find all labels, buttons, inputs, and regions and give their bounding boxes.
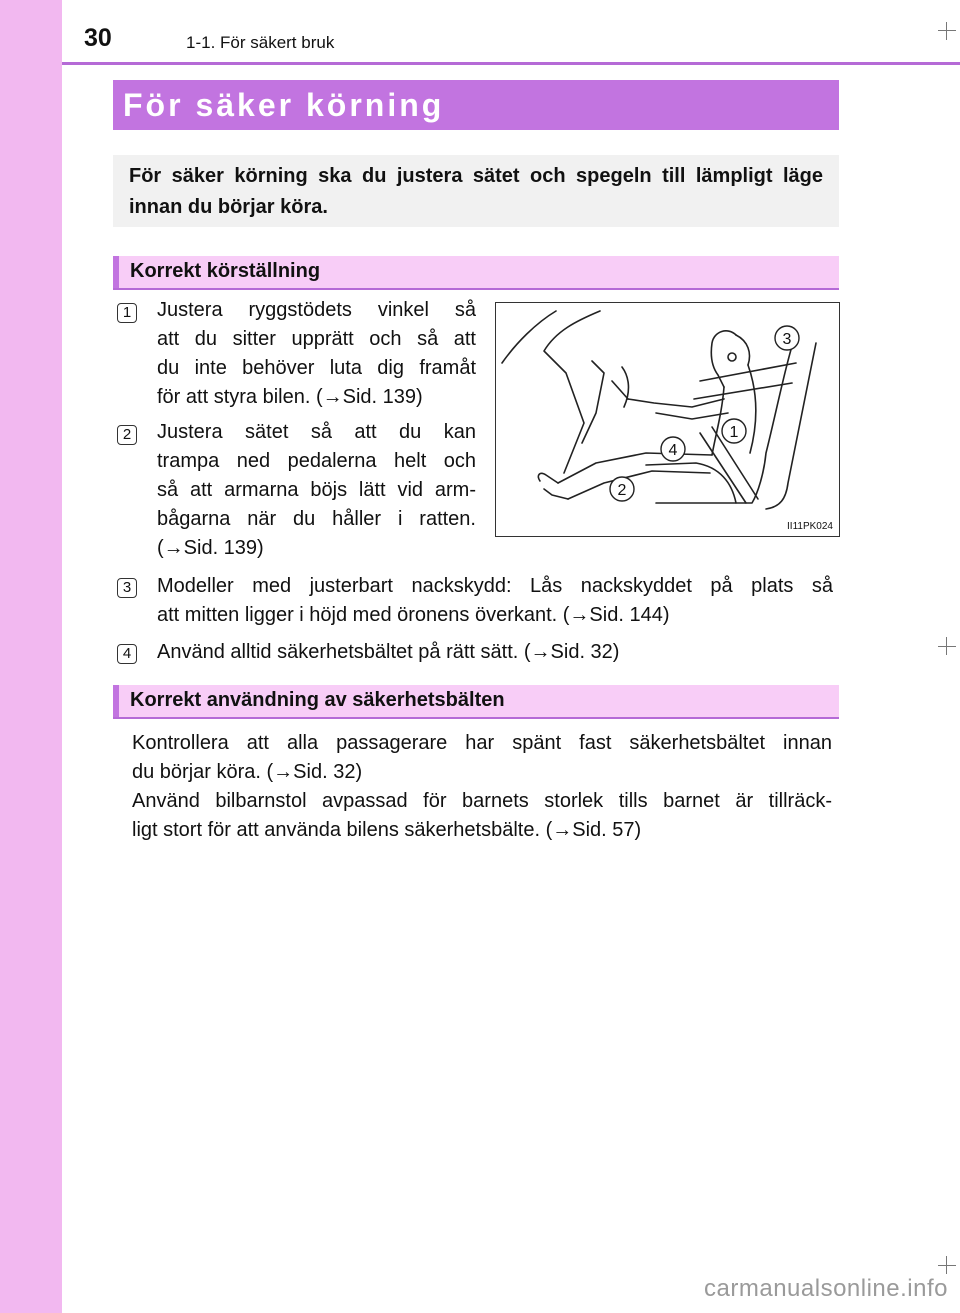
side-band <box>0 0 62 1313</box>
header-rule <box>62 62 960 65</box>
list-item-line: så att armarna böjs lätt vid arm- <box>157 479 476 501</box>
subheading-label: Korrekt körställning <box>130 260 321 282</box>
item-number-2: 2 <box>117 425 137 445</box>
list-item-1 <box>157 296 476 412</box>
callout-label-1: 1 <box>729 424 739 441</box>
paragraph-line[interactable]: ligt stort för att använda bilens säkerhetsbälte. (→Sid. 57) <box>132 819 642 841</box>
list-item-line[interactable]: Använd alltid säkerhetsbältet på rätt sätt. (→Sid. 32) <box>157 641 620 663</box>
page-number: 30 <box>84 24 112 52</box>
figure-code: II11PK024 <box>787 521 833 532</box>
seatbelt-paragraph <box>132 729 832 845</box>
list-item-line: Modeller med justerbart nackskydd: Lås nackskyddet på plats så <box>157 575 833 597</box>
callout-label-2: 2 <box>617 482 627 499</box>
driver-seat-illustration <box>496 303 839 536</box>
list-item-3 <box>157 572 833 630</box>
subheading-label: Korrekt användning av säkerhetsbälten <box>130 689 505 711</box>
item-number-4: 4 <box>117 644 137 664</box>
item-number-1: 1 <box>117 303 137 323</box>
driving-posture-figure <box>495 302 840 537</box>
list-item-line[interactable]: (→Sid. 139) <box>157 537 264 559</box>
crop-mark <box>938 1265 956 1266</box>
list-item-line: bågarna när du håller i ratten. <box>157 508 476 530</box>
paragraph-line: Kontrollera att alla passagerare har spänt fast säkerhetsbältet innan <box>132 732 832 754</box>
list-item-4 <box>157 638 833 667</box>
list-item-line: du inte behöver luta dig framåt <box>157 357 476 379</box>
list-item-line: att du sitter upprätt och så att <box>157 328 476 350</box>
list-item-line[interactable]: för att styra bilen. (→Sid. 139) <box>157 386 423 408</box>
subheading-seatbelt-use <box>113 685 839 719</box>
callout-label-3: 3 <box>782 331 792 348</box>
paragraph-line[interactable]: du börjar köra. (→Sid. 32) <box>132 761 363 783</box>
item-number-3: 3 <box>117 578 137 598</box>
crop-mark <box>946 22 947 40</box>
list-item-2 <box>157 418 476 563</box>
list-item-line[interactable]: att mitten ligger i höjd med öronens överkant. (→Sid. 144) <box>157 604 670 626</box>
title-bar <box>113 80 839 130</box>
crop-mark <box>938 646 956 647</box>
list-item-line: Justera ryggstödets vinkel så <box>157 299 476 321</box>
section-header: 1-1. För säkert bruk <box>186 33 335 52</box>
list-item-line: trampa ned pedalerna helt och <box>157 450 476 472</box>
page-title: För säker körning <box>123 87 445 123</box>
list-item-line: Justera sätet så att du kan <box>157 421 476 443</box>
watermark: carmanualsonline.info <box>704 1275 948 1302</box>
subheading-driving-posture <box>113 256 839 290</box>
paragraph-line: Använd bilbarnstol avpassad för barnets storlek tills barnet är tillräck- <box>132 790 832 812</box>
callout-label-4: 4 <box>668 442 678 459</box>
intro-text: För säker körning ska du justera sätet och spegeln till lämpligt läge innan du börjar köra. <box>129 165 823 218</box>
crop-mark <box>938 30 956 31</box>
intro-box <box>113 155 839 227</box>
